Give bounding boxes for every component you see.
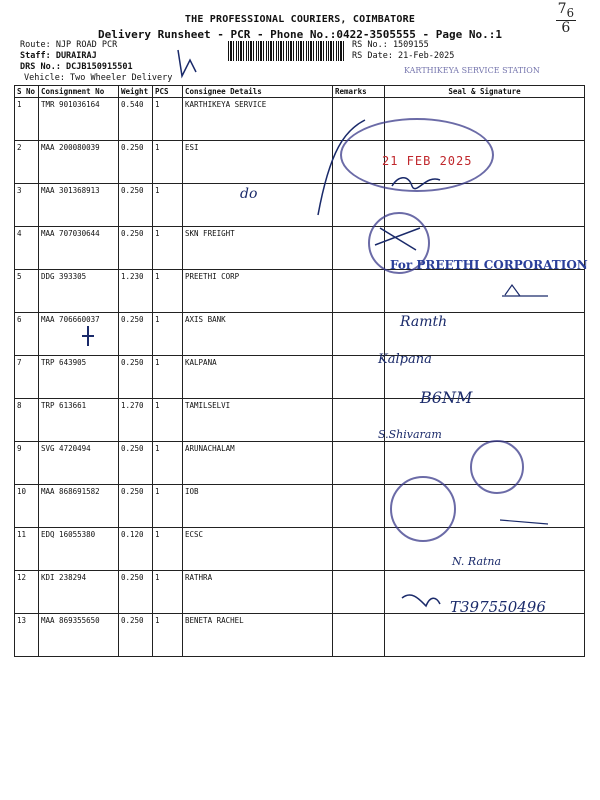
consignment-number: KDI 238294 bbox=[39, 571, 119, 614]
date-stamp: 21 FEB 2025 bbox=[382, 154, 473, 168]
weight-value: 0.120 bbox=[119, 528, 153, 571]
pcs-count: 1 bbox=[153, 184, 183, 227]
weight-value: 0.250 bbox=[119, 184, 153, 227]
rs-date: RS Date: 21-Feb-2025 bbox=[352, 51, 455, 61]
consignment-number: MAA 868691582 bbox=[39, 485, 119, 528]
signature-row9: S.Shivaram bbox=[378, 428, 442, 441]
consignment-number: TMR 901036164 bbox=[39, 98, 119, 141]
weight-value: 0.250 bbox=[119, 571, 153, 614]
consignee-details: ARUNACHALAM bbox=[183, 442, 333, 485]
pcs-count: 1 bbox=[153, 399, 183, 442]
consignee-details: PREETHI CORP bbox=[183, 270, 333, 313]
weight-value: 0.250 bbox=[119, 485, 153, 528]
consignment-number: MAA 301368913 bbox=[39, 184, 119, 227]
consignee-details: TAMILSELVI bbox=[183, 399, 333, 442]
consignee-details: KARTHIKEYA SERVICE bbox=[183, 98, 333, 141]
column-header: PCS bbox=[153, 86, 183, 98]
karthikeya-stamp: KARTHIKEYA SERVICE STATION bbox=[404, 66, 540, 75]
route-text: Route: NJP ROAD PCR bbox=[20, 40, 118, 50]
consignee-details: SKN FREIGHT bbox=[183, 227, 333, 270]
signature-row12: N. Ratna bbox=[452, 555, 502, 568]
serial-number: 10 bbox=[15, 485, 39, 528]
column-header: Consignment No bbox=[39, 86, 119, 98]
pcs-count: 1 bbox=[153, 614, 183, 657]
consignment-number: MAA 869355650 bbox=[39, 614, 119, 657]
consignee-details: ECSC bbox=[183, 528, 333, 571]
serial-number: 4 bbox=[15, 227, 39, 270]
column-header: S No bbox=[15, 86, 39, 98]
serial-number: 1 bbox=[15, 98, 39, 141]
sheet-title: Delivery Runsheet - PCR - Phone No.:0422-3505555 - Page No.:1 bbox=[98, 28, 502, 41]
consignment-number: MAA 707030644 bbox=[39, 227, 119, 270]
consignee-details: AXIS BANK bbox=[183, 313, 333, 356]
consignment-number: DDG 393305 bbox=[39, 270, 119, 313]
weight-value: 0.250 bbox=[119, 356, 153, 399]
pcs-count: 1 bbox=[153, 227, 183, 270]
serial-number: 11 bbox=[15, 528, 39, 571]
consignee-details: KALPANA bbox=[183, 356, 333, 399]
weight-value: 0.250 bbox=[119, 614, 153, 657]
pcs-count: 1 bbox=[153, 270, 183, 313]
signature-row6: Ramth bbox=[400, 314, 448, 330]
serial-number: 9 bbox=[15, 442, 39, 485]
consignment-number: TRP 613661 bbox=[39, 399, 119, 442]
pcs-count: 1 bbox=[153, 98, 183, 141]
serial-number: 5 bbox=[15, 270, 39, 313]
consignee-details: IOB bbox=[183, 485, 333, 528]
consignment-number: MAA 200080039 bbox=[39, 141, 119, 184]
pcs-count: 1 bbox=[153, 313, 183, 356]
staff-text: Staff: DURAIRAJ bbox=[20, 51, 97, 61]
consignment-number: TRP 643905 bbox=[39, 356, 119, 399]
pcs-count: 1 bbox=[153, 356, 183, 399]
preethi-stamp: For PREETHI CORPORATION bbox=[390, 258, 588, 272]
corner-page-note: $7_6$ 6 bbox=[557, 1, 574, 36]
vehicle-text: Vehicle: Two Wheeler Delivery bbox=[24, 73, 173, 83]
signature-row7: Kalpana bbox=[378, 352, 432, 367]
weight-value: 1.270 bbox=[119, 399, 153, 442]
pcs-count: 1 bbox=[153, 141, 183, 184]
consignment-number: SVG 4720494 bbox=[39, 442, 119, 485]
serial-number: 7 bbox=[15, 356, 39, 399]
ditto-mark: do bbox=[240, 186, 258, 202]
serial-number: 6 bbox=[15, 313, 39, 356]
serial-number: 13 bbox=[15, 614, 39, 657]
rs-number: RS No.: 1509155 bbox=[352, 40, 429, 50]
column-header: Consignee Details bbox=[183, 86, 333, 98]
serial-number: 3 bbox=[15, 184, 39, 227]
column-header: Remarks bbox=[333, 86, 385, 98]
weight-value: 0.250 bbox=[119, 141, 153, 184]
phone-note-row13: T397550496 bbox=[450, 598, 546, 616]
drs-number: DRS No.: DCJB150915501 bbox=[20, 62, 133, 72]
weight-value: 0.250 bbox=[119, 227, 153, 270]
serial-number: 8 bbox=[15, 399, 39, 442]
pcs-count: 1 bbox=[153, 571, 183, 614]
serial-number: 12 bbox=[15, 571, 39, 614]
pcs-count: 1 bbox=[153, 528, 183, 571]
consignment-number: EDQ 16055380 bbox=[39, 528, 119, 571]
column-header: Seal & Signature bbox=[385, 86, 585, 98]
pcs-count: 1 bbox=[153, 442, 183, 485]
serial-number: 2 bbox=[15, 141, 39, 184]
weight-value: 1.230 bbox=[119, 270, 153, 313]
weight-value: 0.540 bbox=[119, 98, 153, 141]
weight-value: 0.250 bbox=[119, 313, 153, 356]
consignee-details: ESI bbox=[183, 141, 333, 184]
pcs-count: 1 bbox=[153, 485, 183, 528]
consignee-details: RATHRA bbox=[183, 571, 333, 614]
consignment-number: MAA 706660037 bbox=[39, 313, 119, 356]
company-title: THE PROFESSIONAL COURIERS, COIMBATORE bbox=[184, 14, 416, 25]
weight-value: 0.250 bbox=[119, 442, 153, 485]
signature-row8: B6NM bbox=[420, 388, 473, 407]
column-header: Weight bbox=[119, 86, 153, 98]
consignee-details: BENETA RACHEL bbox=[183, 614, 333, 657]
